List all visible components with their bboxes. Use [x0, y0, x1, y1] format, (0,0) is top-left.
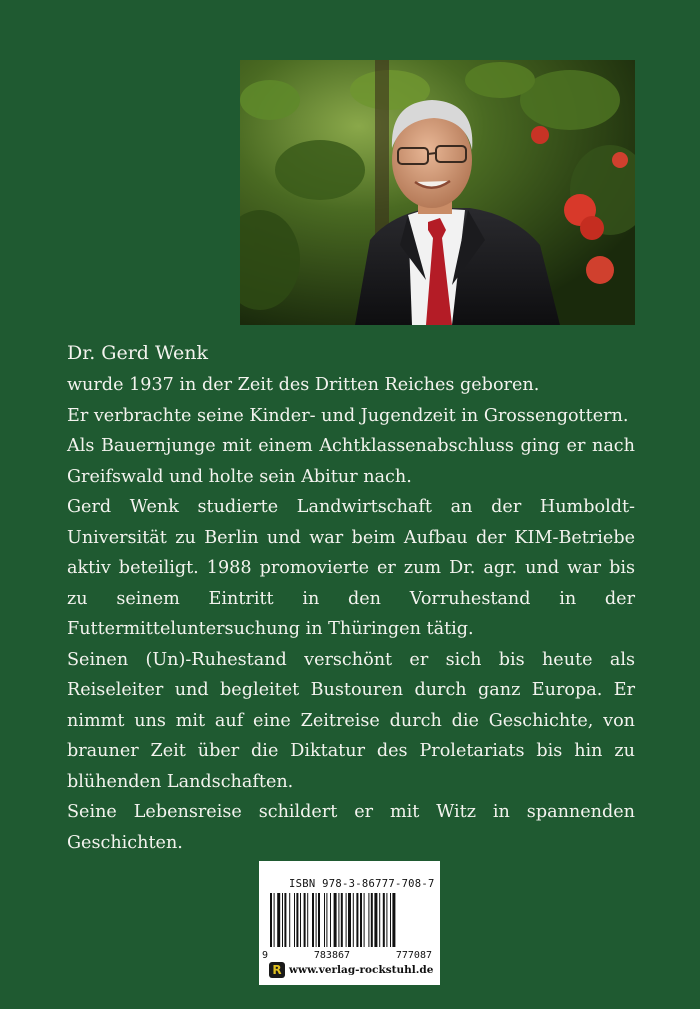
publisher-line: [269, 961, 433, 979]
bio-paragraph: Seinen (Un)-Ruhestand verschönt er sich bis heute als Reiseleiter und begleitet Bustouren durch ganz Europa. Er nimmt uns mit auf eine Zeitreise durch die Geschichte, von brauner Zeit über die Diktatur des Proletariats bis hin zu blühenden Landschaften.: [67, 649, 635, 792]
barcode-icon: [270, 893, 430, 951]
bio-paragraph: Als Bauernjunge mit einem Achtklassenabschluss ging er nach Greifswald und holte sein Abitur nach.: [67, 436, 635, 487]
barcode-digit-group: 783867: [313, 950, 351, 961]
bio-paragraph: wurde 1937 in der Zeit des Dritten Reiches geboren.: [67, 375, 540, 395]
author-photo: [240, 60, 635, 325]
barcode-label: [259, 861, 440, 985]
author-photo-image: [240, 60, 635, 325]
back-cover-text: [67, 340, 635, 858]
barcode-digits: [262, 950, 432, 961]
bio-paragraph: Er verbrachte seine Kinder- und Jugendzeit in Grossengottern.: [67, 405, 629, 426]
bio-paragraph: Seine Lebensreise schildert er mit Witz in spannenden Geschichten.: [67, 802, 635, 853]
publisher-url: www.verlag-rockstuhl.de: [289, 964, 434, 976]
barcode-digit-group: 777087: [395, 950, 432, 961]
publisher-logo-icon: R: [269, 962, 285, 978]
author-name: Dr. Gerd Wenk: [67, 342, 208, 364]
isbn-text: ISBN 978-3-86777-708-7: [289, 878, 435, 890]
bio-paragraph: Gerd Wenk studierte Landwirtschaft an der Humboldt-Universität zu Berlin und war beim Aufbau der KIM-Betriebe aktiv beteiligt. 1988 promovierte er zum Dr. agr. und war bis zu seinem Eintritt in den Vorruhestand in der Futtermitteluntersuchung in Thüringen tätig.: [67, 497, 635, 639]
barcode-digit-group: 9: [262, 950, 269, 961]
